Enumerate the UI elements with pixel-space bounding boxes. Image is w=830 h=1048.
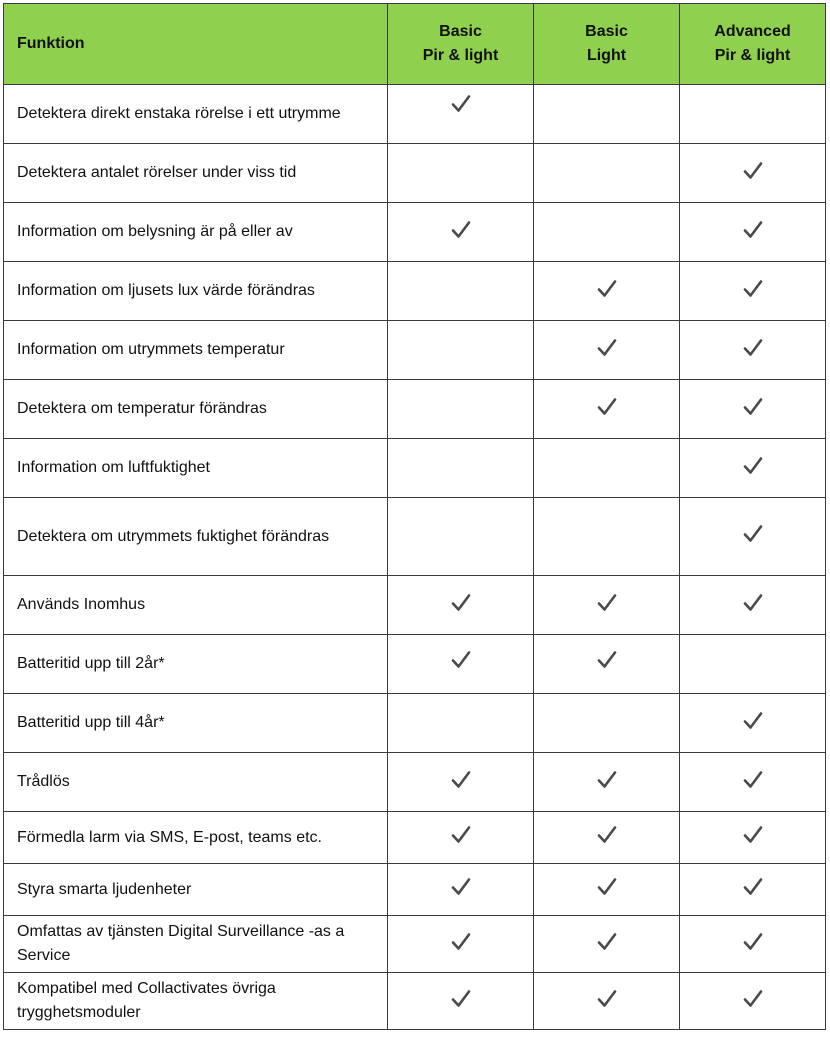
check-cell — [680, 753, 826, 812]
check-cell — [534, 144, 680, 203]
check-icon — [596, 876, 618, 898]
check-cell — [534, 973, 680, 1030]
table-row — [4, 203, 826, 262]
header-line: Advanced — [714, 23, 791, 40]
check-cell — [388, 498, 534, 576]
check-icon — [450, 219, 472, 241]
check-cell — [680, 916, 826, 973]
check-icon — [596, 649, 618, 671]
check-cell — [388, 144, 534, 203]
table-row — [4, 321, 826, 380]
check-cell — [534, 864, 680, 916]
check-icon — [596, 278, 618, 300]
check-icon — [742, 876, 764, 898]
header-line: Light — [586, 47, 627, 64]
feature-label: Trådlös — [4, 753, 388, 812]
check-icon — [742, 592, 764, 614]
check-cell — [534, 85, 680, 144]
check-icon — [742, 710, 764, 732]
table-row — [4, 973, 826, 1030]
check-icon — [596, 769, 618, 791]
check-cell — [680, 498, 826, 576]
table-body — [4, 85, 826, 1030]
feature-label: Information om luftfuktighet — [4, 439, 388, 498]
check-cell — [680, 144, 826, 203]
check-cell — [388, 85, 534, 144]
header-line: Pir & light — [714, 47, 791, 64]
table-row — [4, 864, 826, 916]
check-icon — [450, 931, 472, 953]
check-icon — [742, 824, 764, 846]
table-row — [4, 85, 826, 144]
check-cell — [388, 864, 534, 916]
check-cell — [680, 864, 826, 916]
check-icon — [742, 160, 764, 182]
check-cell — [680, 973, 826, 1030]
table-row — [4, 576, 826, 635]
check-cell — [680, 380, 826, 439]
check-cell — [534, 380, 680, 439]
check-icon — [742, 455, 764, 477]
check-cell — [534, 694, 680, 753]
check-cell — [680, 321, 826, 380]
check-cell — [680, 203, 826, 262]
feature-label: Information om belysning är på eller av — [4, 203, 388, 262]
feature-label: Detektera om temperatur förändras — [4, 380, 388, 439]
table-row — [4, 812, 826, 864]
check-cell — [534, 753, 680, 812]
check-cell — [680, 694, 826, 753]
check-cell — [388, 973, 534, 1030]
check-cell — [388, 380, 534, 439]
check-icon — [450, 824, 472, 846]
check-cell — [388, 439, 534, 498]
table-header — [4, 4, 826, 85]
check-icon — [596, 824, 618, 846]
check-icon — [450, 769, 472, 791]
check-cell — [388, 262, 534, 321]
check-cell — [388, 812, 534, 864]
feature-label: Information om utrymmets temperatur — [4, 321, 388, 380]
header-line: Pir & light — [422, 47, 499, 64]
check-icon — [742, 523, 764, 545]
feature-label: Information om ljusets lux värde förändras — [4, 262, 388, 321]
check-cell — [388, 694, 534, 753]
check-icon — [596, 396, 618, 418]
check-icon — [450, 649, 472, 671]
header-advanced-pir-light — [680, 4, 826, 85]
check-icon — [742, 396, 764, 418]
header-row — [4, 4, 826, 85]
check-icon — [742, 278, 764, 300]
check-icon — [742, 337, 764, 359]
check-cell — [388, 576, 534, 635]
header-line: Basic — [585, 23, 628, 40]
check-cell — [534, 635, 680, 694]
feature-label: Detektera antalet rörelser under viss tid — [4, 144, 388, 203]
check-cell — [680, 262, 826, 321]
check-icon — [596, 337, 618, 359]
check-cell — [388, 321, 534, 380]
check-icon — [596, 592, 618, 614]
table-row — [4, 144, 826, 203]
check-icon — [450, 592, 472, 614]
header-basic-light — [534, 4, 680, 85]
table-row — [4, 916, 826, 973]
check-cell — [534, 916, 680, 973]
check-cell — [534, 203, 680, 262]
check-cell — [388, 635, 534, 694]
check-cell — [388, 203, 534, 262]
check-cell — [680, 812, 826, 864]
header-basic-pir-light — [388, 4, 534, 85]
table-row — [4, 498, 826, 576]
check-cell — [680, 85, 826, 144]
feature-label: Förmedla larm via SMS, E-post, teams etc. — [4, 812, 388, 864]
feature-comparison-table — [3, 3, 826, 1030]
table-row — [4, 380, 826, 439]
check-icon — [742, 931, 764, 953]
check-cell — [534, 262, 680, 321]
check-cell — [680, 635, 826, 694]
table-row — [4, 262, 826, 321]
table-row — [4, 753, 826, 812]
header-funktion: Funktion — [4, 4, 388, 85]
check-icon — [450, 93, 472, 115]
check-cell — [680, 439, 826, 498]
check-cell — [388, 916, 534, 973]
check-cell — [534, 812, 680, 864]
feature-label: Omfattas av tjänsten Digital Surveillance -as a Service — [4, 916, 388, 973]
feature-label: Batteritid upp till 2år* — [4, 635, 388, 694]
table-row — [4, 694, 826, 753]
feature-label: Styra smarta ljudenheter — [4, 864, 388, 916]
check-cell — [534, 321, 680, 380]
feature-label: Används Inomhus — [4, 576, 388, 635]
check-cell — [534, 498, 680, 576]
check-icon — [596, 931, 618, 953]
check-icon — [742, 769, 764, 791]
table-row — [4, 635, 826, 694]
check-cell — [388, 753, 534, 812]
check-icon — [742, 988, 764, 1010]
check-cell — [534, 576, 680, 635]
check-icon — [450, 988, 472, 1010]
header-line: Basic — [439, 23, 482, 40]
check-cell — [680, 576, 826, 635]
check-icon — [450, 876, 472, 898]
check-cell — [534, 439, 680, 498]
table-row — [4, 439, 826, 498]
check-icon — [596, 988, 618, 1010]
feature-label: Detektera direkt enstaka rörelse i ett utrymme — [4, 85, 388, 144]
feature-label: Detektera om utrymmets fuktighet förändras — [4, 498, 388, 576]
feature-label: Batteritid upp till 4år* — [4, 694, 388, 753]
check-icon — [742, 219, 764, 241]
feature-label: Kompatibel med Collactivates övriga trygghetsmoduler — [4, 973, 388, 1030]
